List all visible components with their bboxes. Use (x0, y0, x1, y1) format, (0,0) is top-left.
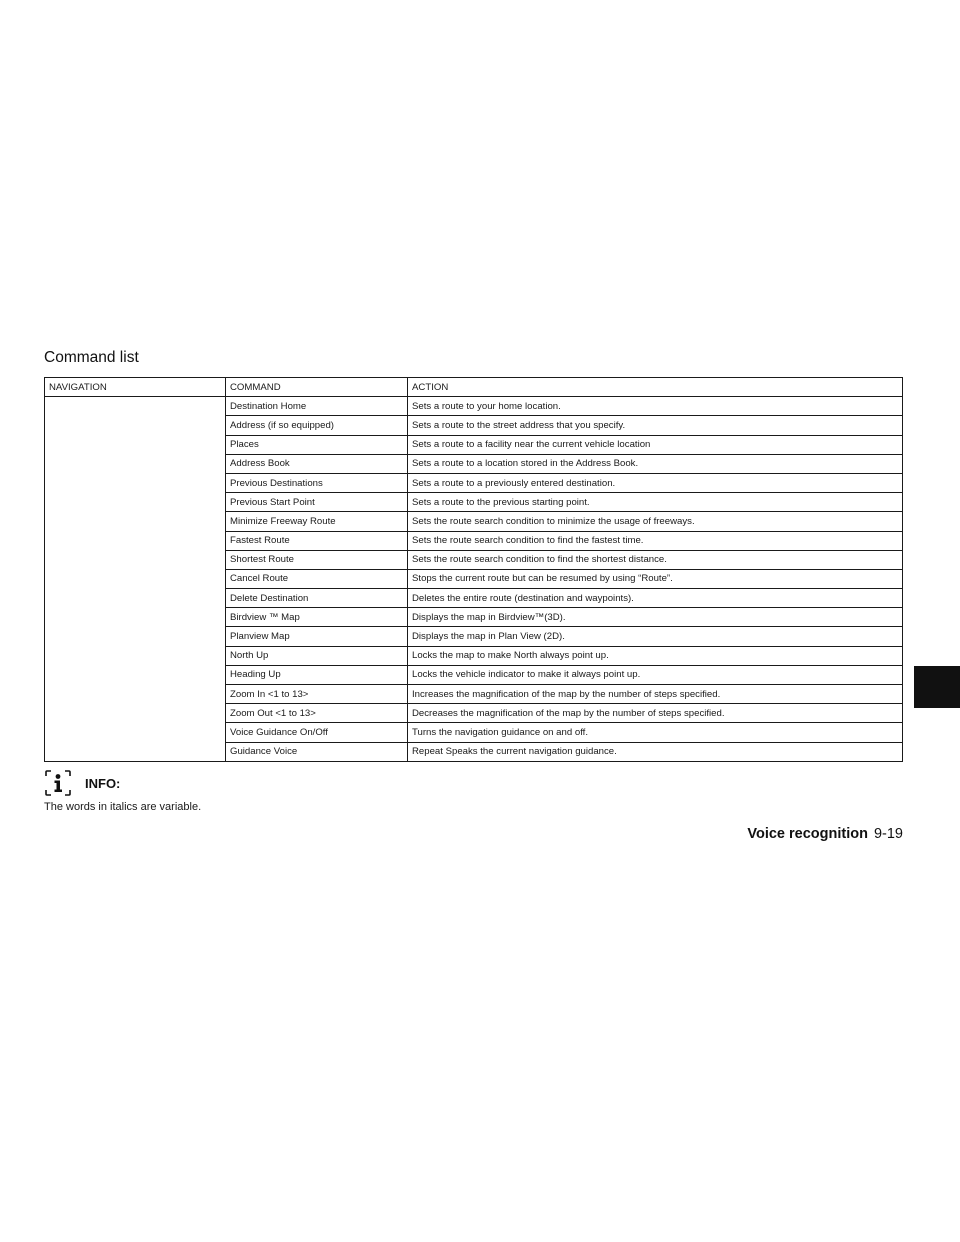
page-number: 9-19 (873, 826, 903, 842)
table-row (45, 397, 903, 416)
page-footer (747, 826, 903, 842)
command-cell: Birdview ™ Map (226, 608, 408, 627)
command-cell: North Up (226, 646, 408, 665)
info-label: INFO: (85, 775, 121, 791)
action-cell: Sets a route to the previous starting point. (408, 493, 903, 512)
action-cell: Sets the route search condition to find the shortest distance. (408, 550, 903, 569)
command-cell: Cancel Route (226, 569, 408, 588)
header-action: ACTION (408, 378, 903, 397)
command-cell: Planview Map (226, 627, 408, 646)
command-cell: Previous Start Point (226, 493, 408, 512)
action-cell: Increases the magnification of the map by the number of steps specified. (408, 685, 903, 704)
action-cell: Decreases the magnification of the map by the number of steps specified. (408, 704, 903, 723)
action-cell: Displays the map in Plan View (2D). (408, 627, 903, 646)
action-cell: Sets the route search condition to find the fastest time. (408, 531, 903, 550)
header-navigation: NAVIGATION (45, 378, 226, 397)
action-cell: Locks the vehicle indicator to make it always point up. (408, 665, 903, 684)
navigation-cell (45, 397, 226, 762)
action-cell: Sets the route search condition to minimize the usage of freeways. (408, 512, 903, 531)
command-cell: Voice Guidance On/Off (226, 723, 408, 742)
command-cell: Fastest Route (226, 531, 408, 550)
action-cell: Stops the current route but can be resumed by using “Route”. (408, 569, 903, 588)
action-cell: Locks the map to make North always point up. (408, 646, 903, 665)
action-cell: Deletes the entire route (destination and waypoints). (408, 589, 903, 608)
info-text: The words in italics are variable. (44, 801, 202, 813)
footer-section-title: Voice recognition (747, 826, 868, 842)
action-cell: Sets a route to your home location. (408, 397, 903, 416)
action-cell: Sets a route to a previously entered destination. (408, 473, 903, 492)
action-cell: Turns the navigation guidance on and off. (408, 723, 903, 742)
command-cell: Address Book (226, 454, 408, 473)
command-cell: Destination Home (226, 397, 408, 416)
command-cell: Places (226, 435, 408, 454)
action-cell: Sets a route to the street address that you specify. (408, 416, 903, 435)
action-cell: Displays the map in Birdview™(3D). (408, 608, 903, 627)
command-cell: Previous Destinations (226, 473, 408, 492)
info-icon (45, 770, 71, 796)
action-cell: Sets a route to a facility near the current vehicle location (408, 435, 903, 454)
action-cell: Repeat Speaks the current navigation guidance. (408, 742, 903, 761)
table-header-row (45, 378, 903, 397)
command-cell: Heading Up (226, 665, 408, 684)
command-cell: Zoom Out <1 to 13> (226, 704, 408, 723)
command-table-body (45, 397, 903, 762)
command-table (44, 377, 903, 762)
command-cell: Zoom In <1 to 13> (226, 685, 408, 704)
command-cell: Guidance Voice (226, 742, 408, 761)
header-command: COMMAND (226, 378, 408, 397)
action-cell: Sets a route to a location stored in the Address Book. (408, 454, 903, 473)
chapter-tab (914, 666, 960, 708)
section-title: Command list (44, 349, 139, 366)
command-cell: Address (if so equipped) (226, 416, 408, 435)
command-cell: Minimize Freeway Route (226, 512, 408, 531)
command-cell: Delete Destination (226, 589, 408, 608)
command-cell: Shortest Route (226, 550, 408, 569)
info-note (45, 770, 120, 796)
